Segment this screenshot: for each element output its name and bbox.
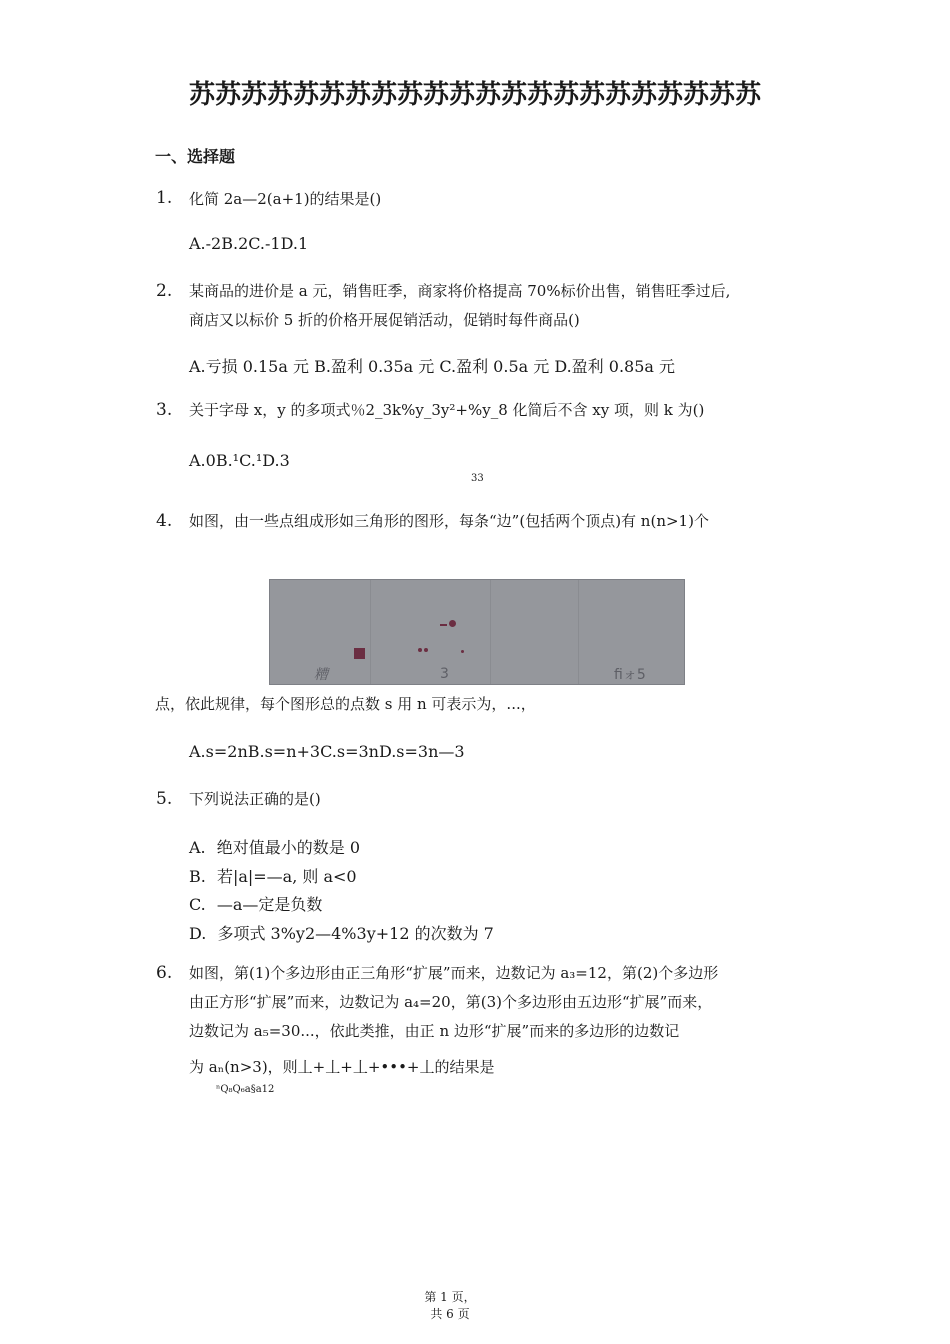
question-1-number: 1. bbox=[156, 188, 173, 208]
page-title: 苏苏苏苏苏苏苏苏苏苏苏苏苏苏苏苏苏苏苏苏苏苏 bbox=[188, 80, 761, 110]
question-5-option-c bbox=[189, 892, 322, 915]
question-1-options: A.-2B.2C.-1D.1 bbox=[189, 234, 309, 253]
question-2-options: A.亏损 0.15a 元 B.盈利 0.35a 元 C.盈利 0.5a 元 D.盈利 0.85a 元 bbox=[189, 357, 676, 376]
question-6-subscript: ⁿQ₈Q₆a§a12 bbox=[216, 1084, 275, 1095]
option-text: 绝对值最小的数是 0 bbox=[216, 838, 361, 857]
page-number: 第 1 页， bbox=[424, 1290, 476, 1304]
question-6-line-2: 由正方形“扩展”而来，边数记为 a₄=20，第(3)个多边形由五边形“扩展”而来， bbox=[189, 993, 713, 1011]
question-4-text: 如图，由一些点组成形如三角形的图形，每条“边”(包括两个顶点)有 n(n>1)个 bbox=[189, 512, 709, 530]
question-3-text: 关于字母 x，y 的多项式％2_3k%y_3y²+%y_8 化简后不含 xy 项，则 k 为() bbox=[189, 401, 705, 419]
option-letter: D. bbox=[189, 924, 207, 943]
figure-dot bbox=[449, 620, 456, 627]
figure-dot bbox=[424, 648, 428, 652]
page-total: 共 6 页 bbox=[430, 1307, 470, 1321]
option-letter: B. bbox=[189, 867, 206, 886]
question-2-line-1: 某商品的进价是 a 元，销售旺季，商家将价格提高 70%标价出售，销售旺季过后, bbox=[189, 282, 731, 300]
question-2-line-2: 商店又以标价 5 折的价格开展促销活动，促销时每件商品() bbox=[189, 311, 580, 329]
figure-label-left: 糟 bbox=[314, 667, 328, 683]
question-6-number: 6. bbox=[156, 963, 173, 983]
figure-label-right: fiォ5 bbox=[614, 667, 646, 683]
question-6-line-4: 为 aₙ(n>3)，则丄+丄+丄+•••+丄的结果是 bbox=[189, 1058, 495, 1076]
section-heading: 一、选择题 bbox=[155, 147, 236, 166]
question-6-line-3: 边数记为 a₅=30...，依此类推，由正 n 边形“扩展”而来的多边形的边数记 bbox=[189, 1022, 680, 1040]
figure-dot bbox=[418, 648, 422, 652]
question-5-option-d bbox=[189, 921, 494, 944]
figure-dash bbox=[440, 624, 447, 626]
question-6-line-1: 如图，第(1)个多边形由正三角形“扩展”而来，边数记为 a₃=12，第(2)个多边形 bbox=[189, 964, 719, 982]
question-5-text: 下列说法正确的是() bbox=[189, 790, 321, 808]
triangle-dots-figure bbox=[269, 579, 685, 685]
question-4-number: 4. bbox=[156, 511, 173, 531]
option-letter: C. bbox=[189, 895, 206, 914]
question-5-number: 5. bbox=[156, 789, 173, 809]
figure-square-marker bbox=[354, 648, 365, 659]
question-3-options: A.0B.¹C.¹D.3 bbox=[189, 451, 290, 470]
question-5-option-b bbox=[189, 864, 357, 887]
question-2-number: 2. bbox=[156, 281, 173, 301]
option-text: —a—定是负数 bbox=[216, 895, 323, 914]
figure-dot bbox=[461, 650, 464, 653]
option-letter: A. bbox=[189, 838, 206, 857]
question-1-text: 化简 2a—2(a+1)的结果是() bbox=[189, 190, 382, 208]
option-text: 多项式 3%y2—4%3y+12 的次数为 7 bbox=[217, 924, 494, 943]
question-4-options: A.s=2nB.s=n+3C.s=3nD.s=3n—3 bbox=[189, 742, 465, 761]
question-3-subscript: 33 bbox=[471, 473, 484, 484]
option-text: 若|a|=—a, 则 a<0 bbox=[216, 867, 357, 886]
figure-label-middle: 3 bbox=[440, 666, 449, 682]
question-3-number: 3. bbox=[156, 400, 173, 420]
question-5-option-a bbox=[189, 835, 360, 858]
question-4-continuation: 点，依此规律，每个图形总的点数 s 用 n 可表示为，...， bbox=[155, 695, 536, 713]
